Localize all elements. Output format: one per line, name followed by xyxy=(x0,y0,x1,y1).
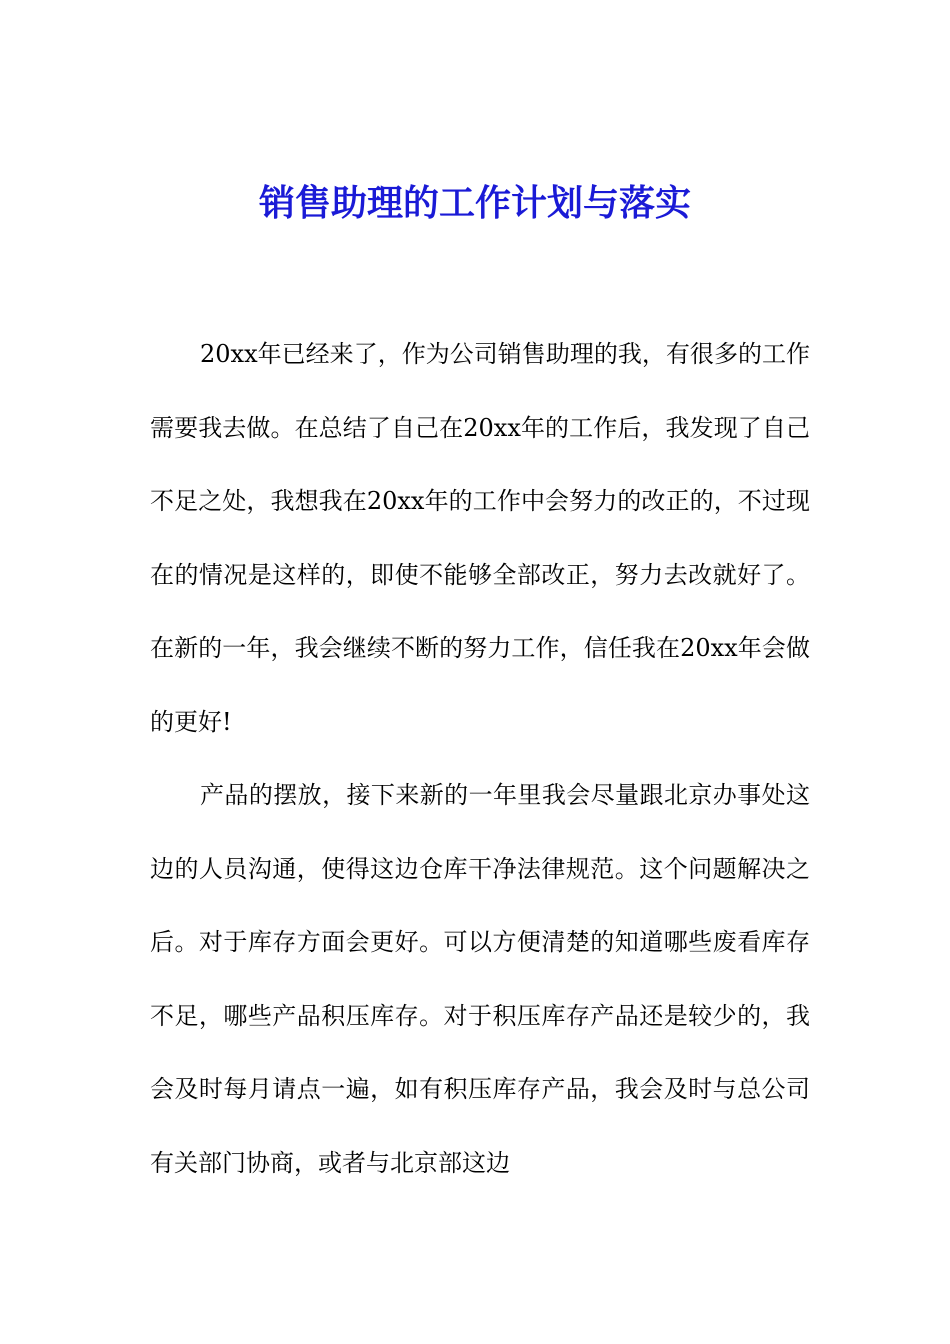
document-title: 销售助理的工作计划与落实 xyxy=(258,183,691,224)
paragraph-1: 20xx年已经来了，作为公司销售助理的我，有很多的工作需要我去做。在总结了自己在20xx年的工作后，我发现了自己不足之处，我想我在20xx年的工作中会努力的改正的，不过现在的情况是这样的，即使不能够全部改正，努力去改就好了。在新的一年，我会继续不断的努力工作，信任我在20xx年会做的更好! xyxy=(150,340,810,736)
paragraph-2: 产品的摆放，接下来新的一年里我会尽量跟北京办事处这边的人员沟通，使得这边仓库干净法律规范。这个问题解决之后。对于库存方面会更好。可以方便清楚的知道哪些废看库存不足，哪些产品积压库存。对于积压库存产品还是较少的，我会及时每月请点一遍，如有积压库存产品，我会及时与总公司有关部门协商，或者与北京部这边 xyxy=(150,781,810,1177)
document-body xyxy=(150,318,810,1200)
